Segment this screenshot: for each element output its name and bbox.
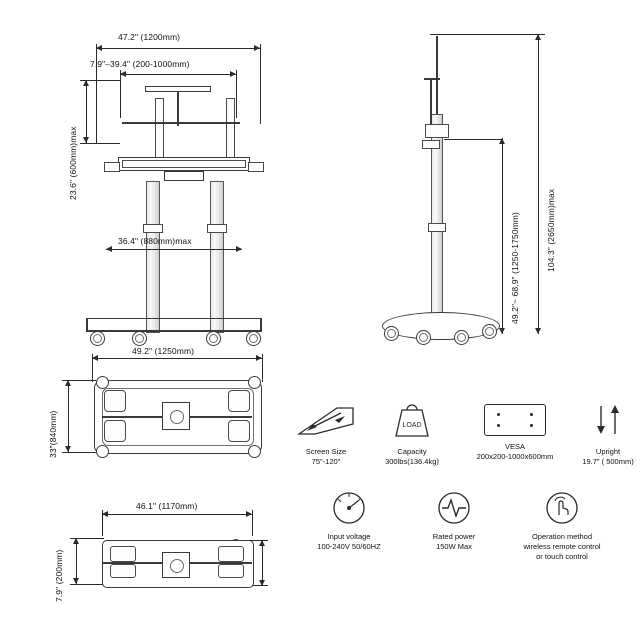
spec-screen-size xyxy=(286,404,366,467)
dim-total-height: 104.3" (2650mm)max xyxy=(546,188,556,272)
side-view xyxy=(370,18,620,348)
touch-hand-icon xyxy=(542,488,582,528)
mount-crossbar-inner xyxy=(122,160,246,168)
spec-panel xyxy=(286,386,634,586)
bottom-left-foot xyxy=(110,546,136,562)
spec-input-voltage-value: 100-240V 50/60HZ xyxy=(317,542,381,551)
mount-vertical-rail-left xyxy=(155,98,164,164)
bottom-right-foot-rear xyxy=(218,564,244,578)
side-bracket-arm xyxy=(422,140,440,149)
spec-upright xyxy=(570,402,640,467)
vesa-icon xyxy=(484,404,546,436)
spec-rated-power xyxy=(406,488,502,552)
spec-input-voltage xyxy=(294,488,404,552)
top-left-foot xyxy=(104,390,126,412)
upright-column-left xyxy=(146,181,160,333)
bracket-adjust-right xyxy=(248,162,264,172)
spec-vesa xyxy=(454,404,576,462)
spec-upright-title: Upright xyxy=(595,447,621,456)
spec-vesa-title: VESA xyxy=(504,442,525,451)
side-base xyxy=(382,312,500,340)
bottom-right-foot xyxy=(218,546,244,562)
spec-screen-size-value: 75"-120" xyxy=(311,457,341,466)
side-column-joint xyxy=(428,223,446,232)
capacity-weight-icon xyxy=(386,400,438,440)
dim-inner-depth: 7.9" (200mm) xyxy=(54,549,64,602)
bracket-adjust-left xyxy=(104,162,120,172)
spec-capacity xyxy=(364,400,460,467)
upright-column-right xyxy=(210,181,224,333)
svg-text:LOAD: LOAD xyxy=(402,422,422,429)
spec-operation-method-title: Operation method xyxy=(531,532,593,541)
spec-capacity-value: 300lbs(136.4kg) xyxy=(385,457,439,466)
spec-rated-power-title: Rated power xyxy=(432,532,476,541)
caster-wheel xyxy=(96,376,109,389)
bottom-left-foot-rear xyxy=(110,564,136,578)
dim-base-depth: 33"(840mm) xyxy=(48,410,58,458)
top-right-foot xyxy=(228,390,250,412)
side-mount-head xyxy=(425,124,449,138)
dim-screen-center-height: 49.2"~ 68.9" (1250-1750mm) xyxy=(510,212,520,324)
dim-inner-width: 46.1" (1170mm) xyxy=(136,501,198,511)
spec-vesa-value: 200x200-1000x600mm xyxy=(476,452,554,461)
spec-operation-method-extra: or touch control xyxy=(536,552,588,561)
column-joint-right xyxy=(207,224,227,233)
top-view xyxy=(40,346,280,476)
center-plate xyxy=(164,171,204,181)
dim-base-width: 49.2" (1250mm) xyxy=(132,346,195,356)
dim-shelf-height: 36.4" (880mm)max xyxy=(118,236,192,246)
top-left-foot-rear xyxy=(104,420,126,442)
top-right-foot-rear xyxy=(228,420,250,442)
caster-wheel xyxy=(96,445,109,458)
upright-arrows-icon xyxy=(588,402,628,438)
spec-screen-size-title: Screen Size xyxy=(305,447,347,456)
front-view xyxy=(60,18,270,338)
screen-size-icon xyxy=(297,404,355,438)
mount-vertical-rail-right xyxy=(226,98,235,164)
dim-mount-width-range: 7.9"–39.4" (200-1000mm) xyxy=(90,59,190,69)
voltage-gauge-icon xyxy=(329,488,369,528)
dim-mount-height-range: 23.6" (600mm)max xyxy=(68,126,78,200)
caster-wheel xyxy=(248,376,261,389)
rated-power-icon xyxy=(434,488,474,528)
spec-capacity-title: Capacity xyxy=(397,447,427,456)
caster-wheel xyxy=(248,445,261,458)
spec-operation-method xyxy=(498,488,626,562)
bottom-view xyxy=(40,496,290,616)
spec-upright-value: 19.7" ( 500mm) xyxy=(582,457,634,466)
dim-overall-width: 47.2" (1200mm) xyxy=(118,32,181,42)
column-joint-left xyxy=(143,224,163,233)
spec-operation-method-value: wireless remote control xyxy=(523,542,601,551)
spec-rated-power-value: 150W Max xyxy=(436,542,472,551)
spec-input-voltage-title: Input voltage xyxy=(327,532,371,541)
